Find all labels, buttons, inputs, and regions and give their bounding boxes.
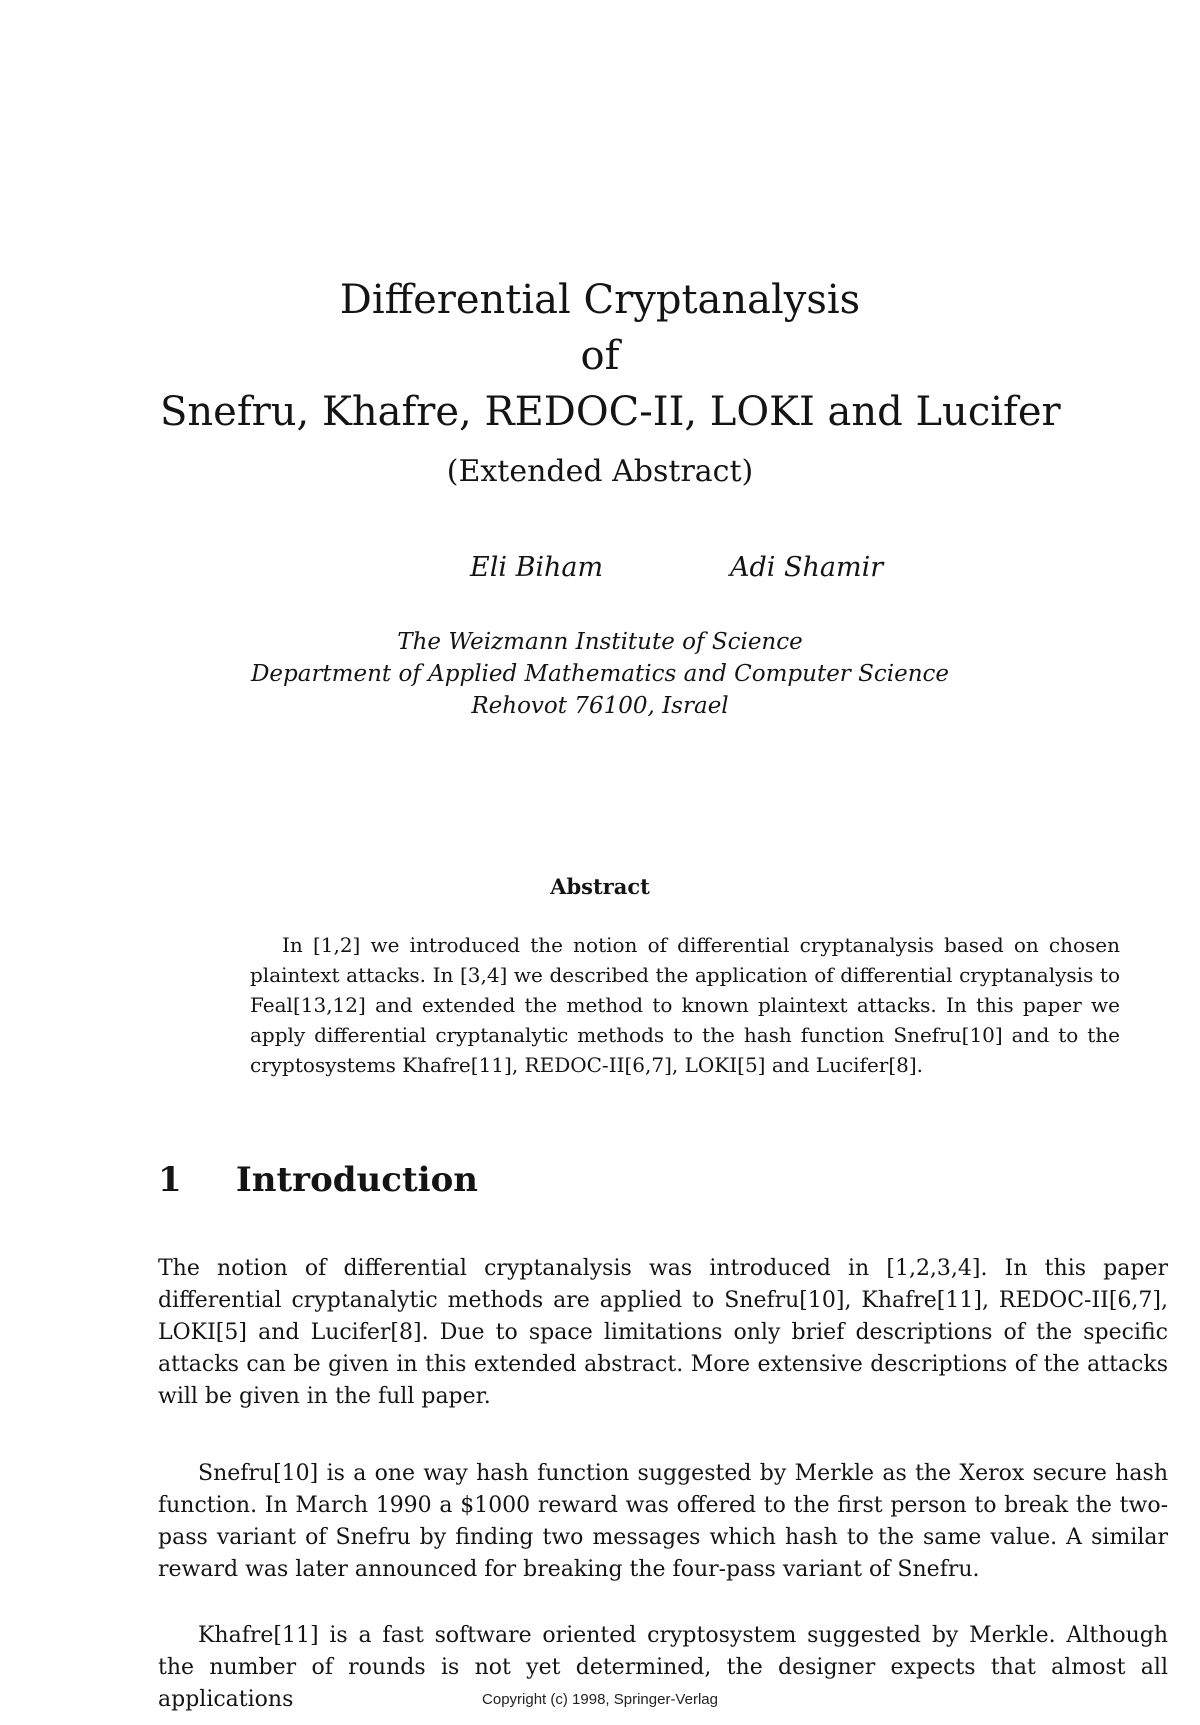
abstract-heading: Abstract <box>550 874 650 899</box>
paper-subtitle: (Extended Abstract) <box>446 454 754 489</box>
paragraph-text: Snefru[10] is a one way hash function suggested by Merkle as the Xerox secure hash function. In March 1990 a $1000 reward was offered to the first person to break the two-pass variant of Snefru by finding two messages which hash to the same value. A similar reward was later announced for breaking the four-pass variant of Snefru. <box>158 1461 1168 1582</box>
section-title: Introduction <box>235 1160 478 1200</box>
affiliation-line-3: Rehovot 76100, Israel <box>471 693 729 719</box>
author-name: Adi Shamir <box>730 552 884 583</box>
title-line-3: Snefru, Khafre, REDOC-II, LOKI and Lucifer <box>160 389 1061 435</box>
paragraph-text: Khafre[11] is a fast software oriented cryptosystem suggested by Merkle. Although the number of rounds is not yet determined, the designer expects that almost all applications <box>158 1623 1168 1712</box>
title-line-2: of <box>580 333 620 379</box>
abstract-body <box>250 930 1120 1080</box>
intro-paragraph <box>158 1458 1168 1586</box>
affiliation-line-1: The Weizmann Institute of Science <box>397 629 803 655</box>
paper-title <box>160 272 1061 500</box>
author-name: Eli Biham <box>470 552 604 583</box>
abstract-text: In [1,2] we introduced the notion of differential cryptanalysis based on chosen plaintext attacks. In [3,4] we described the application of differential cryptanalysis to Feal[13,12] and extended the method to known plaintext attacks. In this paper we apply differential cryptanalytic methods to the hash function Snefru[10] and to the cryptosystems Khafre[11], REDOC-II[6,7], LOKI[5] and Lucifer[8]. <box>250 933 1120 1077</box>
section-number: 1 <box>158 1160 182 1200</box>
copyright-notice: Copyright (c) 1998, Springer-Verlag <box>482 1691 718 1708</box>
section-heading <box>158 1160 478 1200</box>
paragraph-text: The notion of differential cryptanalysis was introduced in [1,2,3,4]. In this paper differential cryptanalytic methods are applied to Snefru[10], Khafre[11], REDOC-II[6,7], LOKI[5] and Lucifer[8]. Due to space limitations only brief descriptions of the specific attacks can be given in this extended abstract. More extensive descriptions of the attacks will be given in the full paper. <box>158 1256 1168 1409</box>
affiliation <box>160 626 1040 722</box>
title-line-1: Differential Cryptanalysis <box>339 277 861 323</box>
affiliation-line-2: Department of Applied Mathematics and Computer Science <box>250 661 950 687</box>
intro-paragraph <box>158 1253 1168 1413</box>
